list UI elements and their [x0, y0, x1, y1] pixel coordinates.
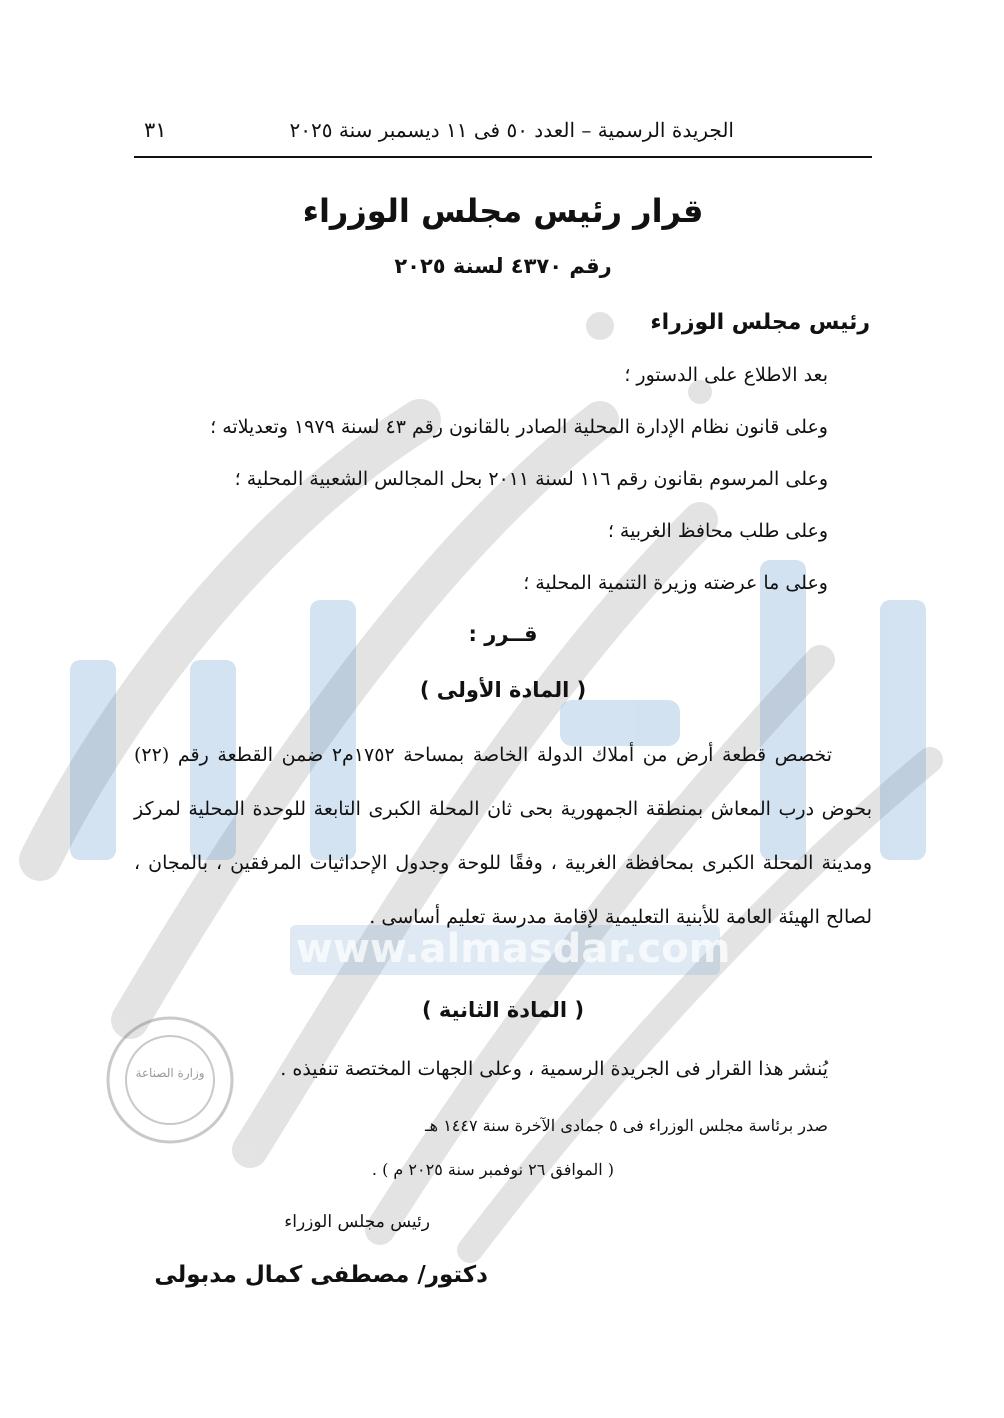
issuer-heading: رئيس مجلس الوزراء — [650, 310, 870, 335]
preamble-line: وعلى طلب محافظ الغربية ؛ — [607, 520, 828, 542]
article-2-text: يُنشر هذا القرار فى الجريدة الرسمية ، وعلى الجهات المختصة تنفيذه . — [280, 1058, 828, 1080]
page-number: ٣١ — [144, 118, 167, 142]
page-header — [134, 116, 872, 158]
watermark-url: www.almasdar.com — [296, 926, 731, 972]
running-title: الجريدة الرسمية – العدد ٥٠ فى ١١ ديسمبر سنة ٢٠٢٥ — [289, 118, 734, 142]
watermark-ministry-text: وزارة الصناعة — [135, 1066, 205, 1080]
article-1-text: تخصص قطعة أرض من أملاك الدولة الخاصة بمساحة ١٧٥٢م٢ ضمن القطعة رقم (٢٢) بحوض درب المعاش بمنطقة الجمهورية بحى ثان المحلة الكبرى التابعة للوحدة المحلية لمركز ومدينة المحلة الكبرى بمحافظة الغربية ، وفقًا للوحة وجدول الإحداثيات المرفقين ، بالمجان ، لصالح الهيئة العامة للأبنية التعليمية لإقامة مدرسة تعليم أساسى . — [134, 744, 872, 928]
decree-number: رقم ٤٣٧٠ لسنة ٢٠٢٥ — [394, 254, 612, 278]
issued-date: صدر برئاسة مجلس الوزراء فى ٥ جمادى الآخرة سنة ١٤٤٧ هـ — [424, 1116, 828, 1135]
article-2-title: ( المادة الثانية ) — [421, 998, 585, 1022]
signatory-title: رئيس مجلس الوزراء — [284, 1212, 430, 1232]
decided-label: قــرر : — [468, 622, 538, 646]
preamble-line: وعلى ما عرضته وزيرة التنمية المحلية ؛ — [523, 572, 828, 594]
article-1-title: ( المادة الأولى ) — [419, 678, 587, 702]
preamble-line: وعلى المرسوم بقانون رقم ١١٦ لسنة ٢٠١١ بحل المجالس الشعبية المحلية ؛ — [234, 468, 828, 490]
corresponding-date: ( الموافق ٢٦ نوفمبر سنة ٢٠٢٥ م ) . — [371, 1160, 614, 1179]
decree-title: قرار رئيس مجلس الوزراء — [302, 192, 704, 230]
signatory-name: دكتور/ مصطفى كمال مدبولى — [154, 1262, 488, 1288]
preamble-line: وعلى قانون نظام الإدارة المحلية الصادر بالقانون رقم ٤٣ لسنة ١٩٧٩ وتعديلاته ؛ — [210, 416, 828, 438]
preamble-line: بعد الاطلاع على الدستور ؛ — [624, 364, 828, 386]
